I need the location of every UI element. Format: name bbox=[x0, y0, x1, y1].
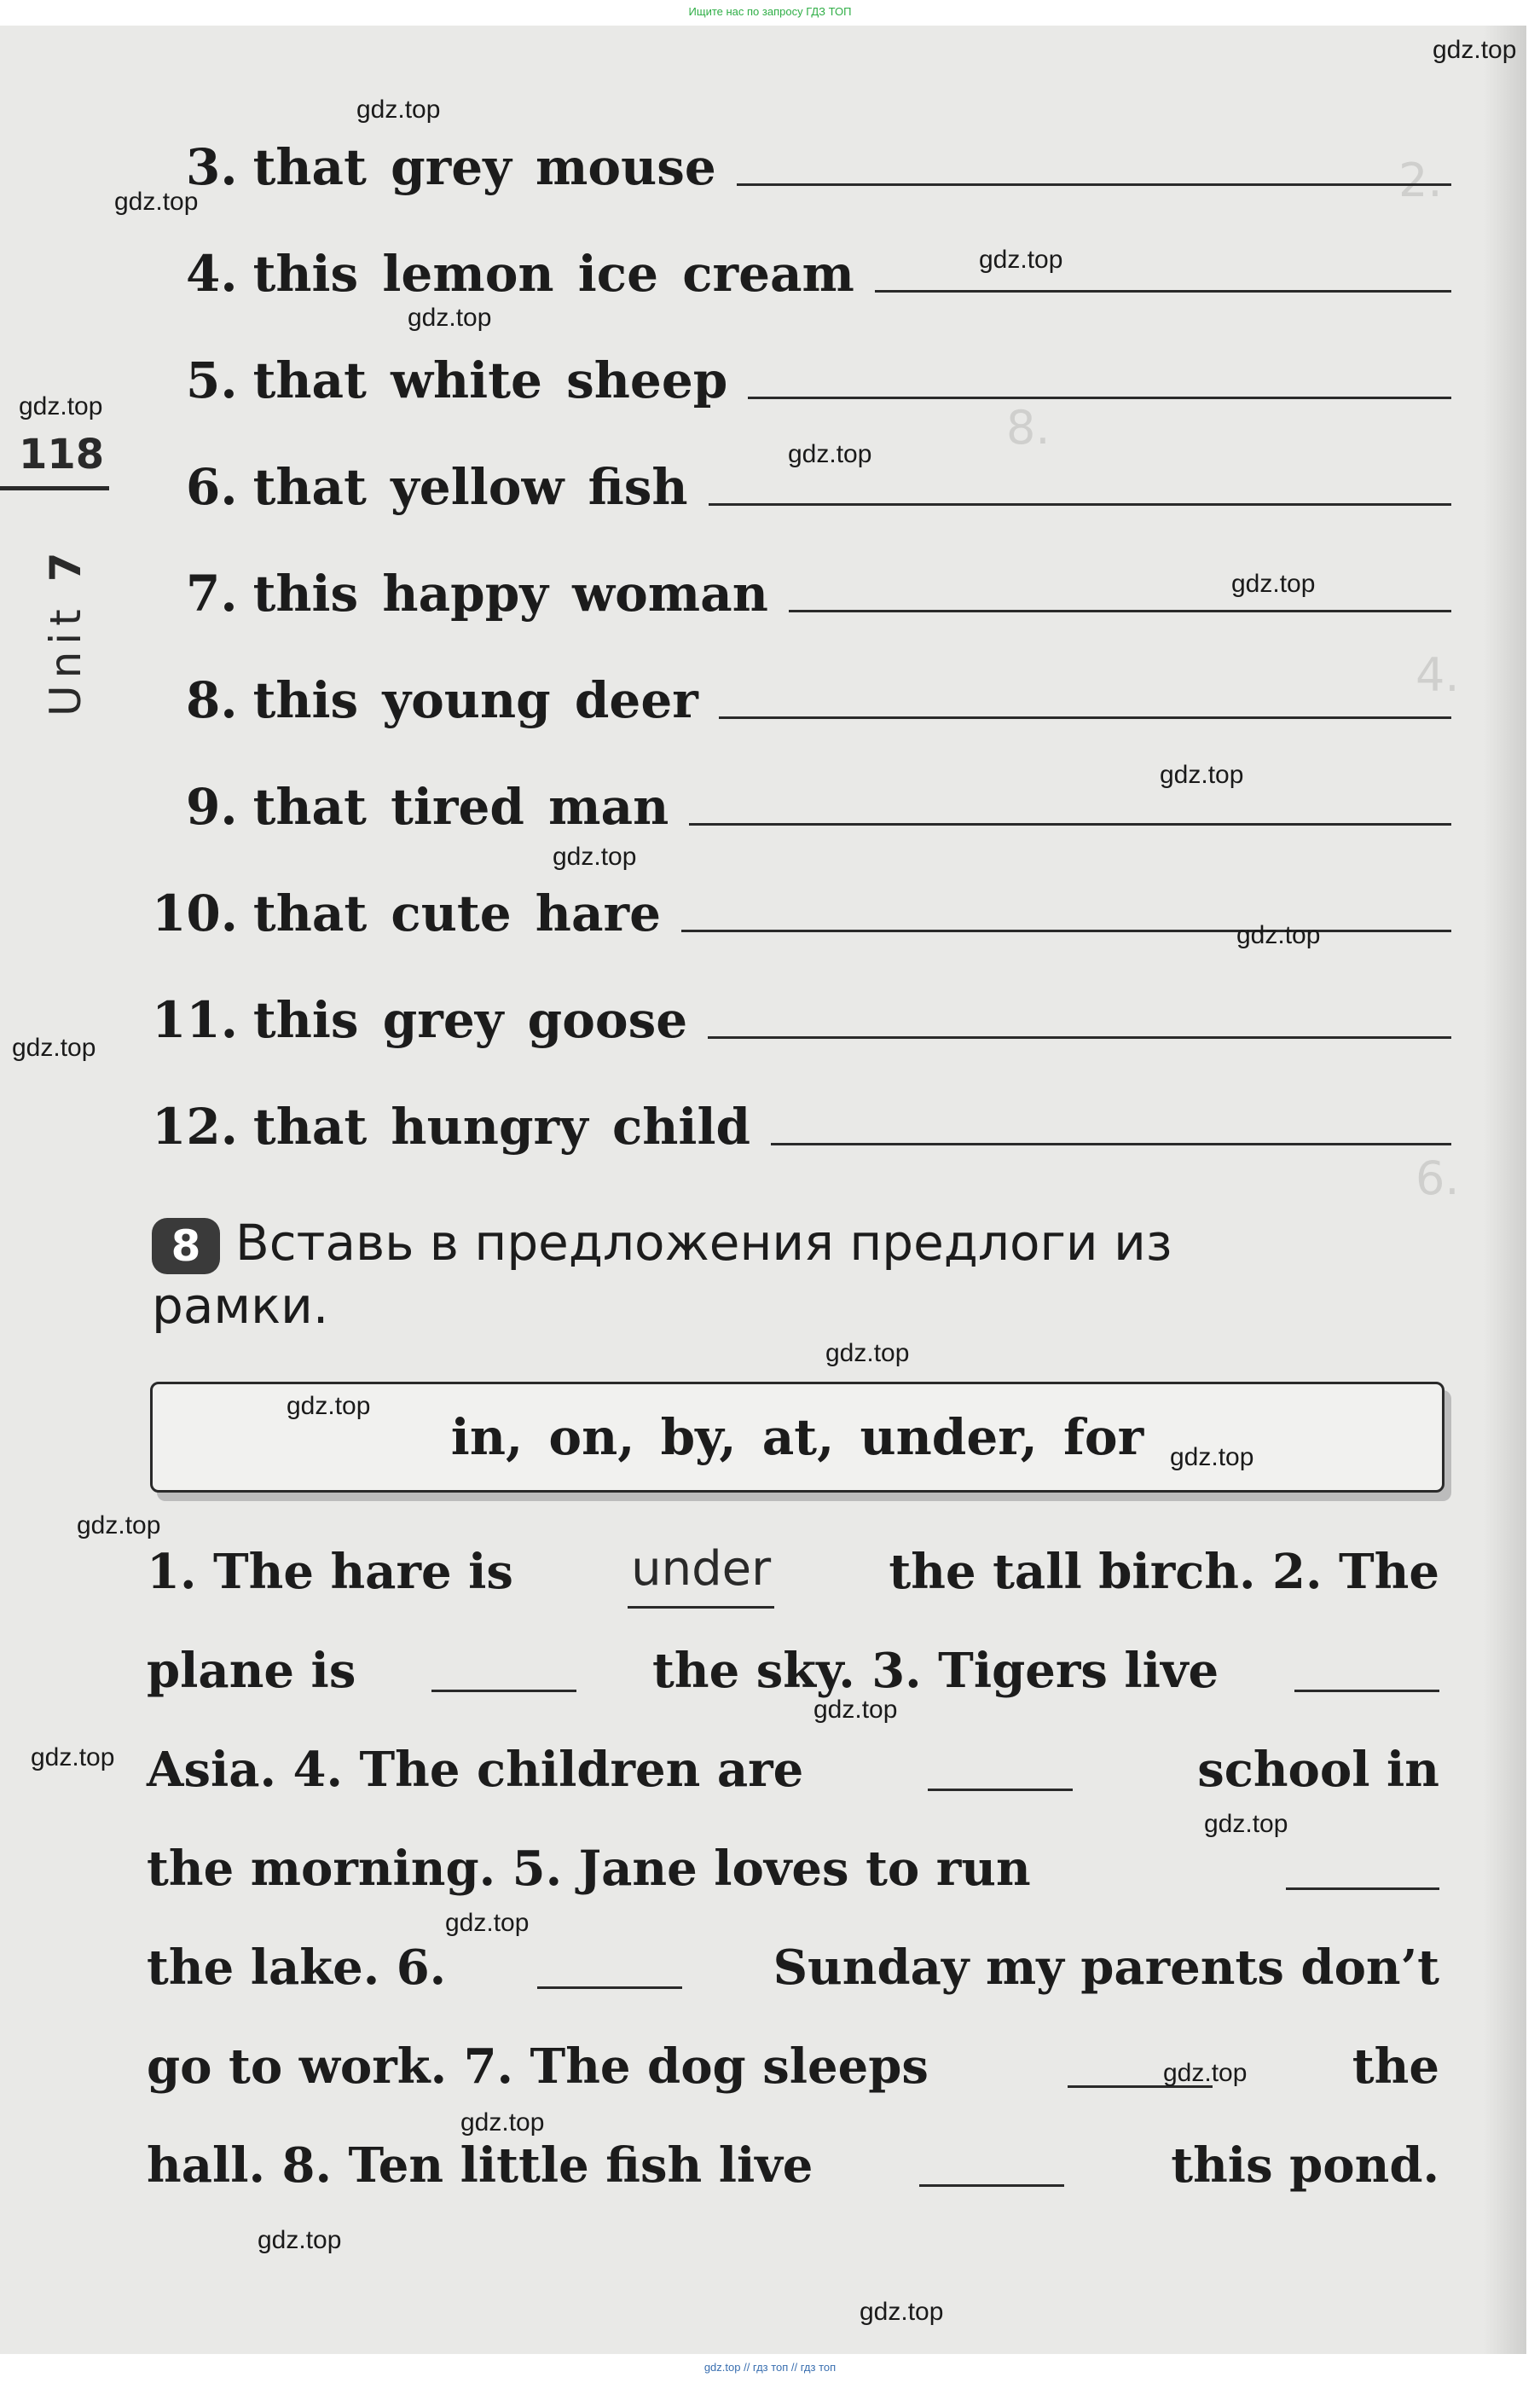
watermark: gdz.top bbox=[1204, 1810, 1288, 1838]
answer-blank[interactable] bbox=[919, 2184, 1064, 2187]
watermark: gdz.top bbox=[553, 843, 637, 871]
answer-blank[interactable] bbox=[1286, 1887, 1439, 1890]
bleed-through-mark: 2. bbox=[1398, 154, 1443, 207]
item-number: 9. bbox=[186, 778, 238, 836]
task-number-badge: 8 bbox=[152, 1218, 220, 1274]
answer-line[interactable] bbox=[748, 397, 1451, 399]
item-number: 3. bbox=[186, 138, 238, 196]
text-line bbox=[147, 1931, 1439, 2004]
item-phrase: this lemon ice cream bbox=[252, 245, 854, 303]
text-line bbox=[147, 1535, 1439, 1609]
text-fragment: the tall birch. 2. The bbox=[889, 1544, 1439, 1600]
instruction-line-2: рамки. bbox=[152, 1277, 329, 1335]
filled-answer[interactable]: under bbox=[628, 1533, 774, 1609]
watermark: gdz.top bbox=[31, 1743, 115, 1771]
text-fragment: Sunday my parents don’t bbox=[773, 1939, 1439, 1996]
exercise-item bbox=[152, 1087, 1451, 1156]
instruction-line-1: Вставь в предложения предлоги из bbox=[235, 1214, 1172, 1272]
text-fragment: 1. The hare is bbox=[147, 1544, 513, 1600]
watermark: gdz.top bbox=[813, 1696, 898, 1724]
item-phrase: this happy woman bbox=[252, 565, 768, 623]
answer-line[interactable] bbox=[689, 823, 1451, 826]
page-number-rule bbox=[0, 486, 109, 490]
text-fragment: the morning. 5. Jane loves to run bbox=[147, 1841, 1031, 1897]
exercise-item bbox=[186, 661, 1451, 729]
text-line bbox=[147, 1832, 1439, 1905]
watermark: gdz.top bbox=[460, 2108, 545, 2137]
unit-label bbox=[41, 546, 90, 717]
text-fragment: the sky. 3. Tigers live bbox=[652, 1643, 1219, 1699]
watermark: gdz.top bbox=[258, 2226, 342, 2254]
bleed-through-mark: 8. bbox=[1006, 401, 1051, 455]
text-fragment: the lake. 6. bbox=[147, 1939, 447, 1996]
item-phrase: that white sheep bbox=[252, 351, 728, 409]
text-fragment: go to work. 7. The dog sleeps bbox=[147, 2038, 929, 2095]
item-number: 7. bbox=[186, 565, 238, 623]
item-number: 11. bbox=[152, 991, 238, 1049]
item-phrase: that tired man bbox=[252, 778, 669, 836]
text-line bbox=[147, 2129, 1439, 2202]
watermark: gdz.top bbox=[356, 96, 441, 124]
watermark: gdz.top bbox=[114, 188, 199, 216]
exercise-item bbox=[186, 128, 1451, 196]
top-banner: Ищите нас по запросу ГДЗ ТОП bbox=[688, 5, 852, 18]
text-fragment: Asia. 4. The children are bbox=[147, 1742, 804, 1798]
item-number: 8. bbox=[186, 671, 238, 729]
bleed-through-mark: 4. bbox=[1416, 648, 1460, 702]
answer-blank[interactable] bbox=[431, 1690, 576, 1692]
exercise-item bbox=[186, 235, 1451, 303]
bleed-through-mark: 6. bbox=[1416, 1151, 1460, 1205]
watermark: gdz.top bbox=[788, 440, 872, 468]
watermark: gdz.top bbox=[979, 246, 1063, 274]
watermark: gdz.top bbox=[1163, 2059, 1248, 2087]
word-box: in, on, by, at, under, for bbox=[150, 1382, 1444, 1493]
answer-line[interactable] bbox=[709, 503, 1451, 506]
watermark: gdz.top bbox=[1170, 1443, 1254, 1471]
answer-line[interactable] bbox=[875, 290, 1451, 293]
answer-blank[interactable] bbox=[1294, 1690, 1439, 1692]
watermark: gdz.top bbox=[287, 1392, 371, 1420]
bottom-banner: gdz.top // гдз топ // гдз топ bbox=[703, 2361, 837, 2374]
text-fragment: plane is bbox=[147, 1643, 356, 1699]
text-fragment: school in bbox=[1197, 1742, 1439, 1798]
unit-label-text: Unit bbox=[41, 602, 90, 716]
watermark: gdz.top bbox=[1236, 921, 1321, 949]
answer-line[interactable] bbox=[708, 1036, 1451, 1039]
watermark: gdz.top bbox=[408, 304, 492, 332]
answer-line[interactable] bbox=[771, 1143, 1451, 1145]
item-number: 5. bbox=[186, 351, 238, 409]
text-fragment: this pond. bbox=[1171, 2137, 1439, 2194]
text-line bbox=[147, 1733, 1439, 1806]
item-phrase: that hungry child bbox=[252, 1098, 751, 1156]
watermark: gdz.top bbox=[12, 1034, 96, 1062]
watermark: gdz.top bbox=[1160, 761, 1244, 789]
answer-blank[interactable] bbox=[537, 1986, 682, 1989]
unit-number: 7 bbox=[41, 545, 90, 583]
watermark: gdz.top bbox=[860, 2298, 944, 2326]
watermark: gdz.top bbox=[1433, 36, 1517, 64]
answer-line[interactable] bbox=[681, 930, 1451, 932]
item-number: 4. bbox=[186, 245, 238, 303]
answer-blank[interactable] bbox=[928, 1789, 1073, 1791]
exercise-item bbox=[186, 341, 1451, 409]
item-phrase: that cute hare bbox=[252, 884, 662, 942]
answer-line[interactable] bbox=[719, 716, 1451, 719]
task-instruction bbox=[152, 1211, 1441, 1337]
answer-line[interactable] bbox=[737, 183, 1451, 186]
item-phrase: that grey mouse bbox=[252, 138, 716, 196]
watermark: gdz.top bbox=[825, 1339, 910, 1367]
text-fragment: the bbox=[1352, 2038, 1439, 2095]
text-fragment: hall. 8. Ten little fish live bbox=[147, 2137, 813, 2194]
watermark: gdz.top bbox=[1231, 570, 1316, 598]
item-phrase: this young deer bbox=[252, 671, 698, 729]
answer-line[interactable] bbox=[789, 610, 1451, 612]
item-number: 10. bbox=[152, 884, 238, 942]
page-edge-shadow bbox=[1484, 26, 1526, 2354]
item-phrase: that yellow fish bbox=[252, 458, 688, 516]
watermark: gdz.top bbox=[445, 1909, 530, 1937]
text-line bbox=[147, 1634, 1439, 1708]
watermark: gdz.top bbox=[19, 392, 103, 420]
item-phrase: this grey goose bbox=[252, 991, 688, 1049]
exercise-item bbox=[186, 768, 1451, 836]
watermark: gdz.top bbox=[77, 1511, 161, 1539]
page-number: 118 bbox=[19, 431, 105, 478]
item-number: 6. bbox=[186, 458, 238, 516]
item-number: 12. bbox=[152, 1098, 238, 1156]
exercise-item bbox=[152, 981, 1451, 1049]
